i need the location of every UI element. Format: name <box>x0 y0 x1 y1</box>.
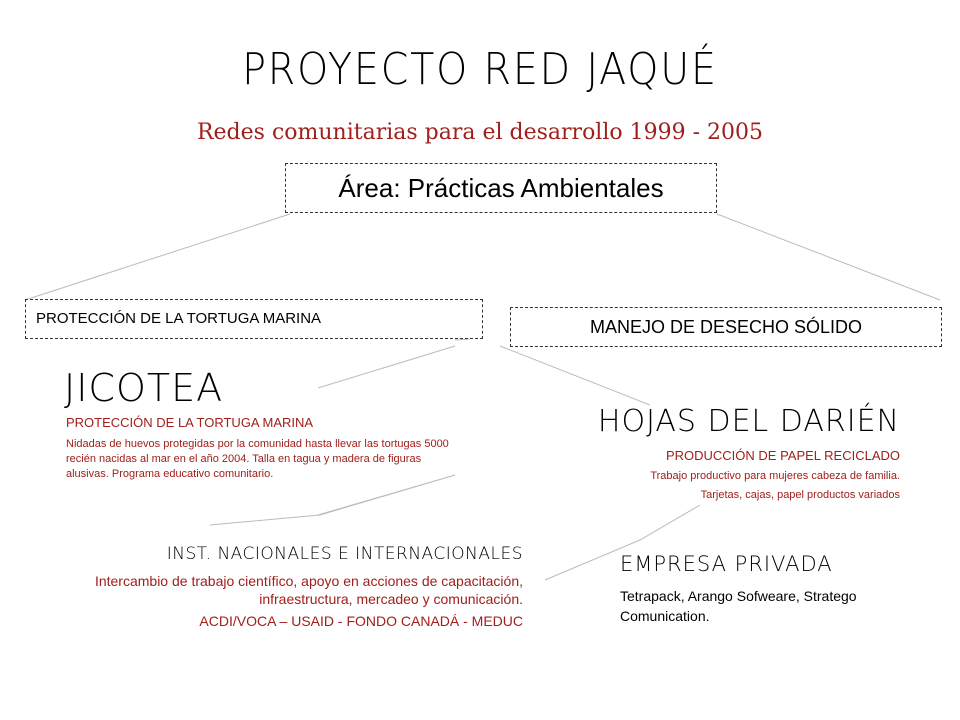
jicotea-name: JICOTEA <box>64 366 224 410</box>
connector-jicotea-inst <box>210 475 455 525</box>
area-box: Área: Prácticas Ambientales <box>285 163 717 213</box>
page-subtitle: Redes comunitarias para el desarrollo 1999 - 2005 <box>196 120 764 145</box>
hojas-name: HOJAS DEL DARIÉN <box>597 404 900 439</box>
connector-proteccion-jicotea <box>455 339 470 340</box>
hojas-subtitle: PRODUCCIÓN DE PAPEL RECICLADO <box>665 448 900 463</box>
hojas-description-2: Tarjetas, cajas, papel productos variados <box>700 489 900 501</box>
page-title: PROYECTO RED JAQUÉ <box>242 44 718 95</box>
branch-desecho-box: MANEJO DE DESECHO SÓLIDO <box>510 307 942 347</box>
jicotea-subtitle: PROTECCIÓN DE LA TORTUGA MARINA <box>66 415 314 430</box>
instituciones-partners: ACDI/VOCA – USAID - FONDO CANADÁ - MEDUC <box>199 613 523 629</box>
instituciones-name: INST. NACIONALES E INTERNACIONALES <box>166 544 523 564</box>
jicotea-description: Nidadas de huevos protegidas por la comunidad hasta llevar las tortugas 5000 recién nacidas al mar en el año 2004. Talla en tagua y madera de figuras alusivas. Programa educativo comunitario. <box>66 438 449 480</box>
connector-desecho-jicotea <box>318 346 455 388</box>
connector-area-right <box>717 214 940 300</box>
empresa-name: EMPRESA PRIVADA <box>620 552 833 576</box>
empresa-description: Tetrapack, Arango Sofweare, Stratego Comunication. <box>620 588 857 624</box>
instituciones-description: Intercambio de trabajo científico, apoyo en acciones de capacitación, infraestructura, mercadeo y comunicación. <box>94 573 523 607</box>
connector-area-left <box>25 214 290 300</box>
connector-desecho-hojas <box>500 346 650 405</box>
branch-proteccion-box: PROTECCIÓN DE LA TORTUGA MARINA <box>25 299 483 339</box>
hojas-description-1: Trabajo productivo para mujeres cabeza de familia. <box>650 470 900 482</box>
